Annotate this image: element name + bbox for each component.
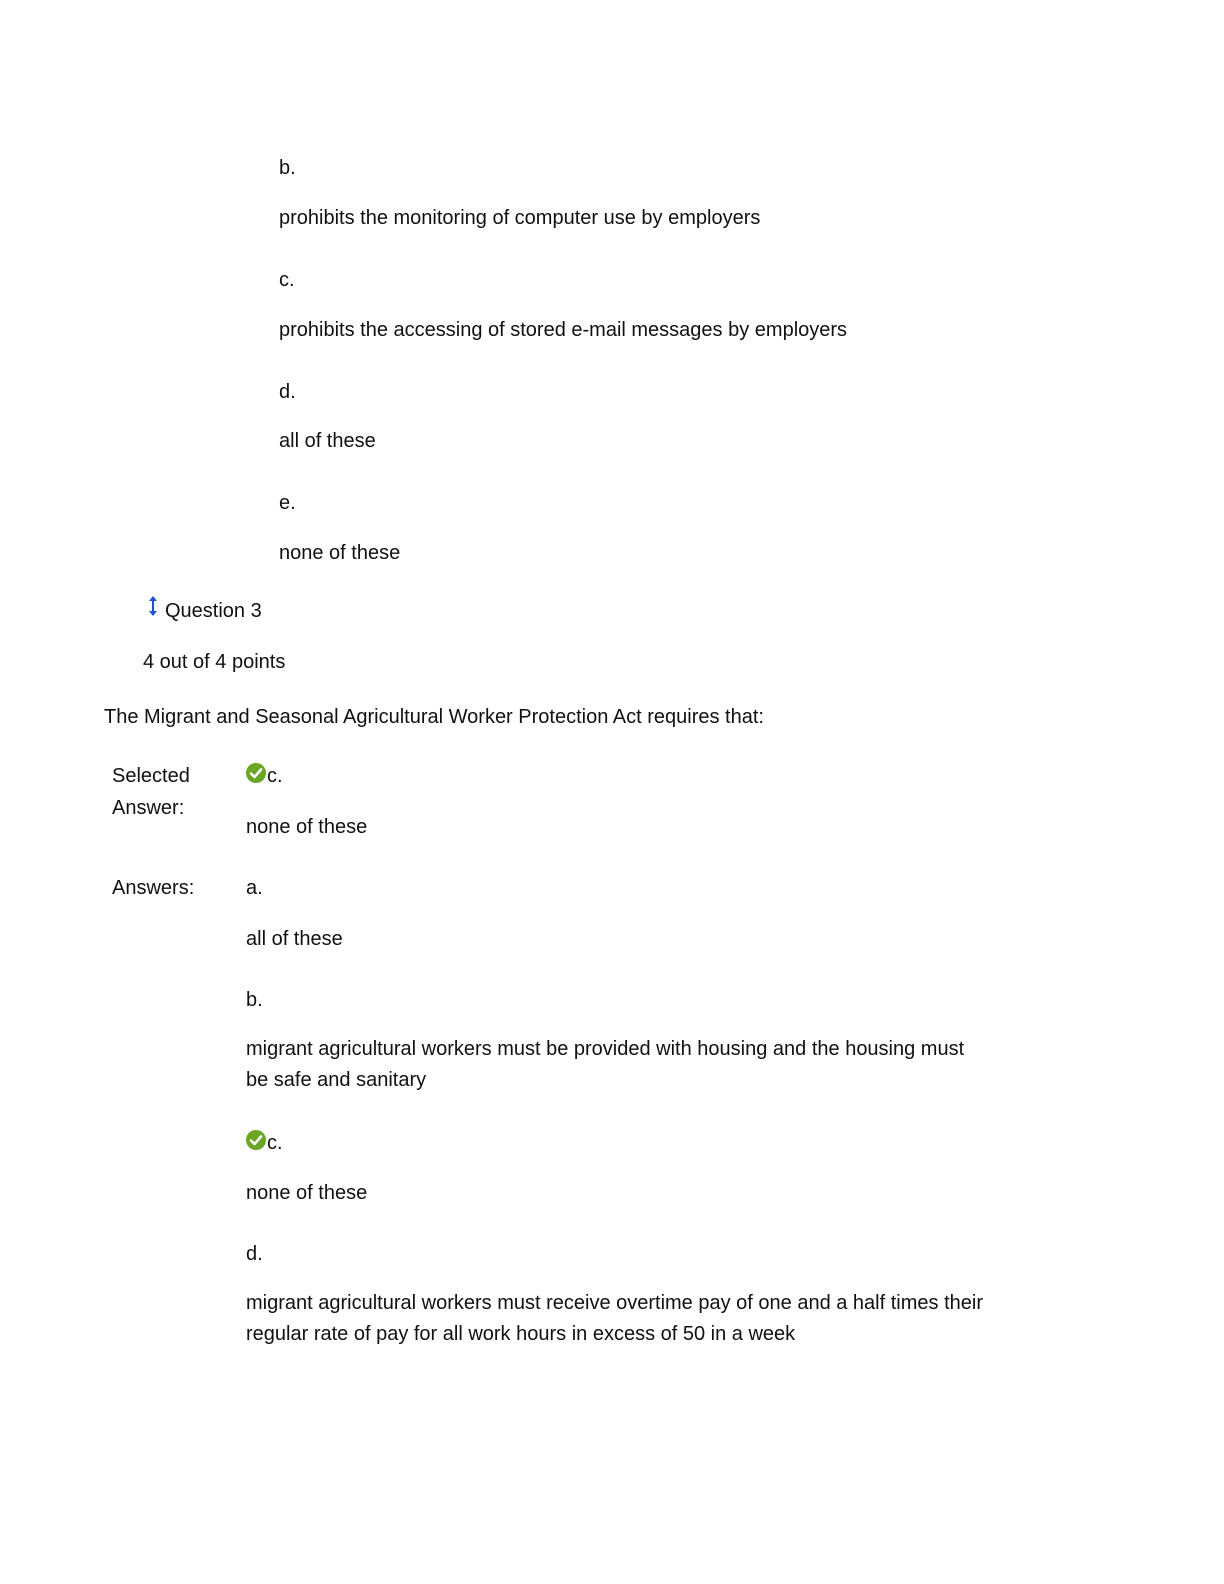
- option-letter: c.: [279, 269, 295, 291]
- answer-text: all of these: [246, 928, 343, 950]
- selected-answer-label-2: Answer:: [112, 797, 185, 819]
- correct-check-icon: [246, 1130, 266, 1150]
- option-text: prohibits the monitoring of computer use by employers: [279, 207, 761, 229]
- answers-label: Answers:: [112, 877, 195, 899]
- answer-text: migrant agricultural workers must be provided with housing and the housing must be safe and sanitary: [246, 1038, 965, 1091]
- answer-text: migrant agricultural workers must receive overtime pay of one and a half times their regular rate of pay for all work hours in excess of 50 in a week: [246, 1292, 983, 1345]
- correct-check-icon: [246, 763, 266, 783]
- answer-text: none of these: [246, 1182, 368, 1204]
- selected-answer-label: Selected: [112, 765, 190, 787]
- answer-letter: b.: [246, 989, 263, 1011]
- selected-answer-text: none of these: [246, 816, 368, 838]
- option-text: all of these: [279, 430, 376, 452]
- selected-answer-letter: c.: [267, 765, 283, 787]
- question-points: 4 out of 4 points: [143, 651, 286, 673]
- answer-letter: d.: [246, 1243, 263, 1265]
- option-letter: b.: [279, 157, 296, 179]
- option-text: none of these: [279, 542, 401, 564]
- sort-arrows-icon[interactable]: [148, 596, 158, 616]
- option-text: prohibits the accessing of stored e-mail messages by employers: [279, 319, 848, 341]
- answer-letter: a.: [246, 877, 263, 899]
- question-prompt: The Migrant and Seasonal Agricultural Worker Protection Act requires that:: [104, 706, 764, 728]
- option-letter: e.: [279, 492, 296, 514]
- question-title: Question 3: [165, 600, 262, 622]
- option-letter: d.: [279, 381, 296, 403]
- answer-letter: c.: [267, 1132, 283, 1154]
